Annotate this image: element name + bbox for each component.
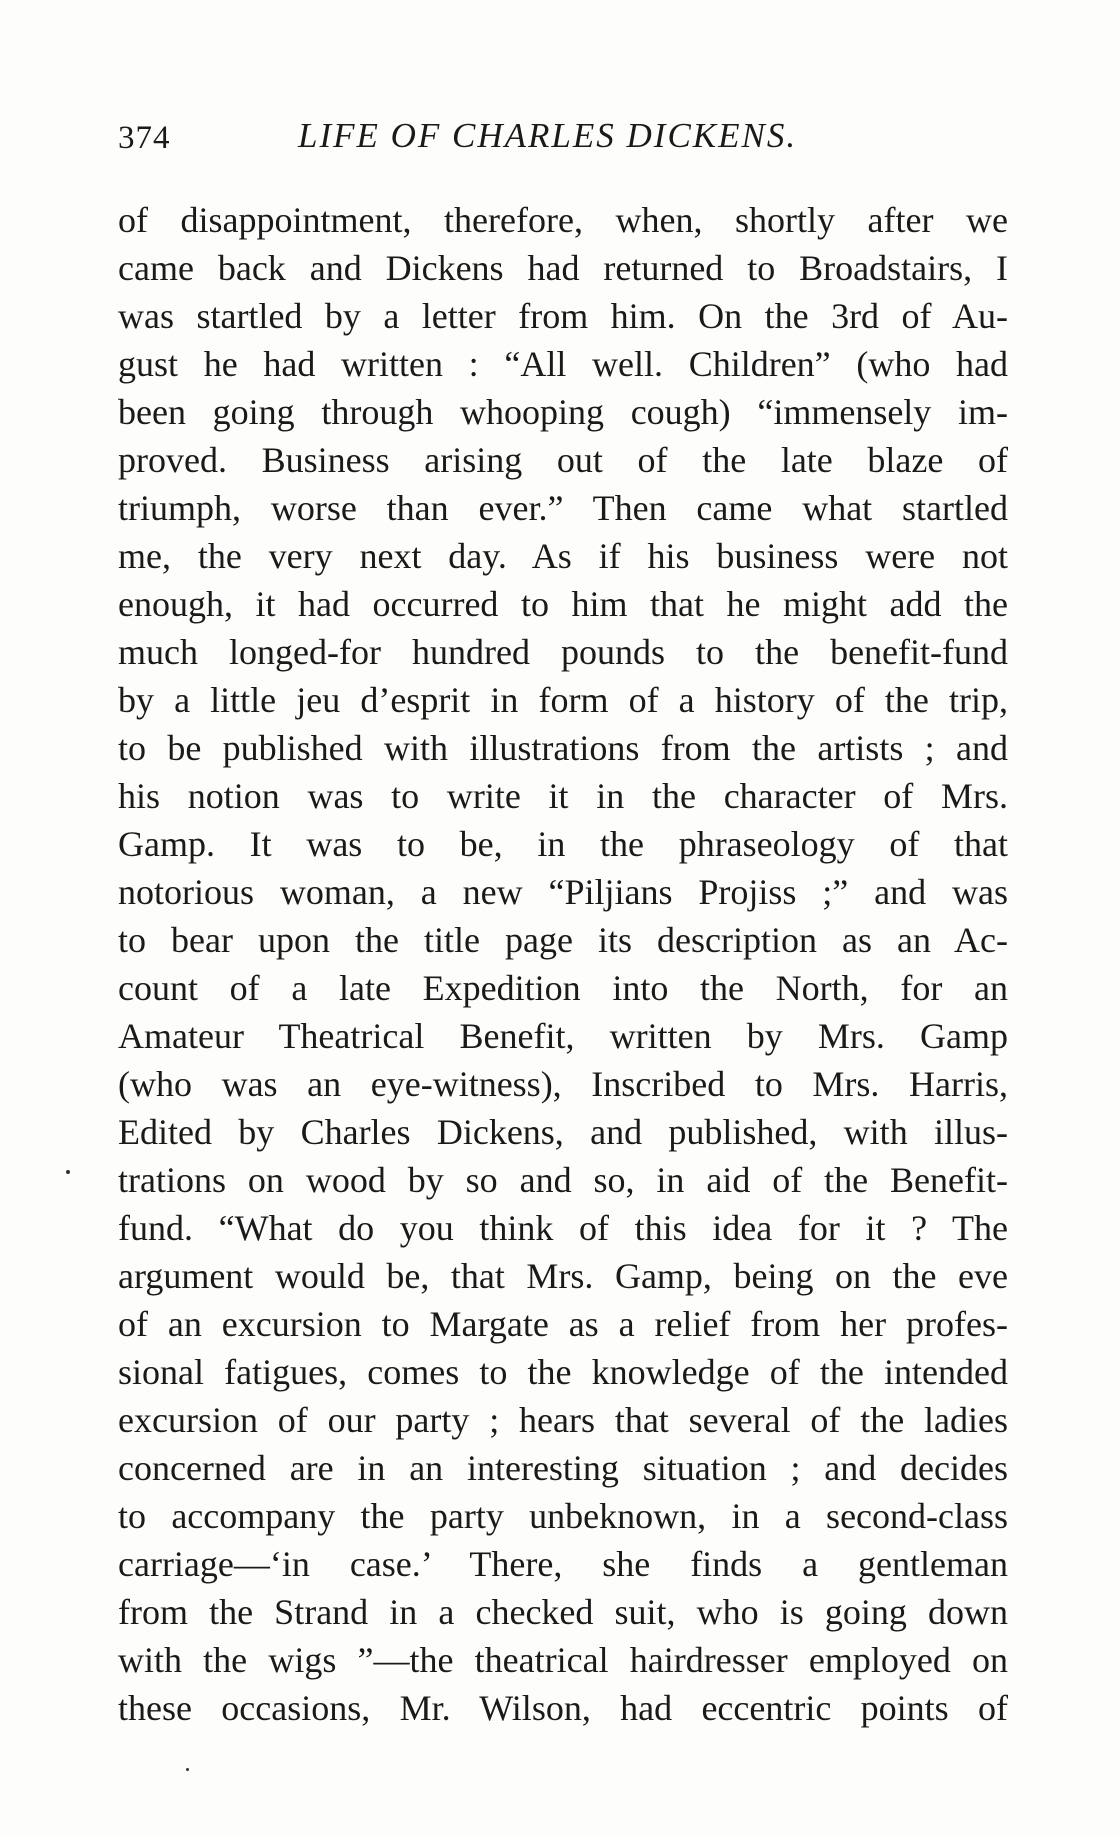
text-line: trations on wood by so and so, in aid of the Benefit- — [118, 1160, 1008, 1200]
text-line: notorious woman, a new “Piljians Projiss ;” and was — [118, 872, 1008, 912]
text-line: proved. Business arising out of the late blaze of — [118, 440, 1008, 480]
text-line: (who was an eye-witness), Inscribed to Mrs. Harris, — [118, 1064, 1008, 1104]
text-line: excursion of our party ; hears that several of the ladies — [118, 1400, 1008, 1440]
text-line: was startled by a letter from him. On the 3rd of Au- — [118, 296, 1008, 336]
margin-speck — [66, 1170, 70, 1174]
text-line: Amateur Theatrical Benefit, written by Mrs. Gamp — [118, 1016, 1008, 1056]
text-line: by a little jeu d’esprit in form of a history of the trip, — [118, 680, 1008, 720]
text-line: much longed-for hundred pounds to the benefit-fund — [118, 632, 1008, 672]
margin-speck — [186, 1768, 189, 1771]
text-line: enough, it had occurred to him that he might add the — [118, 584, 1008, 624]
text-line: triumph, worse than ever.” Then came what startled — [118, 488, 1008, 528]
body-text — [118, 196, 1008, 1732]
text-line: of an excursion to Margate as a relief from her profes- — [118, 1304, 1008, 1344]
text-line: count of a late Expedition into the North, for an — [118, 968, 1008, 1008]
text-line: these occasions, Mr. Wilson, had eccentric points of — [118, 1688, 1008, 1728]
text-line: to bear upon the title page its description as an Ac- — [118, 920, 1008, 960]
text-line: his notion was to write it in the character of Mrs. — [118, 776, 1008, 816]
text-line: to be published with illustrations from the artists ; and — [118, 728, 1008, 768]
text-line: been going through whooping cough) “immensely im- — [118, 392, 1008, 432]
text-line: fund. “What do you think of this idea for it ? The — [118, 1208, 1008, 1248]
text-line: Edited by Charles Dickens, and published, with illus- — [118, 1112, 1008, 1152]
text-line: gust he had written : “All well. Children” (who had — [118, 344, 1008, 384]
text-line: me, the very next day. As if his business were not — [118, 536, 1008, 576]
text-line: carriage—‘in case.’ There, she finds a gentleman — [118, 1544, 1008, 1584]
page-header — [118, 112, 1008, 162]
text-line: argument would be, that Mrs. Gamp, being on the eve — [118, 1256, 1008, 1296]
text-line: from the Strand in a checked suit, who is going down — [118, 1592, 1008, 1632]
running-head: LIFE OF CHARLES DICKENS. — [298, 116, 798, 155]
text-line: with the wigs ”—the theatrical hairdresser employed on — [118, 1640, 1008, 1680]
text-line: came back and Dickens had returned to Broadstairs, I — [118, 248, 1008, 288]
text-line: of disappointment, therefore, when, shortly after we — [118, 200, 1008, 240]
text-line: to accompany the party unbeknown, in a second-class — [118, 1496, 1008, 1536]
text-line: Gamp. It was to be, in the phraseology of that — [118, 824, 1008, 864]
page-number: 374 — [118, 120, 171, 156]
text-line: concerned are in an interesting situation ; and decides — [118, 1448, 1008, 1488]
text-line: sional fatigues, comes to the knowledge of the intended — [118, 1352, 1008, 1392]
